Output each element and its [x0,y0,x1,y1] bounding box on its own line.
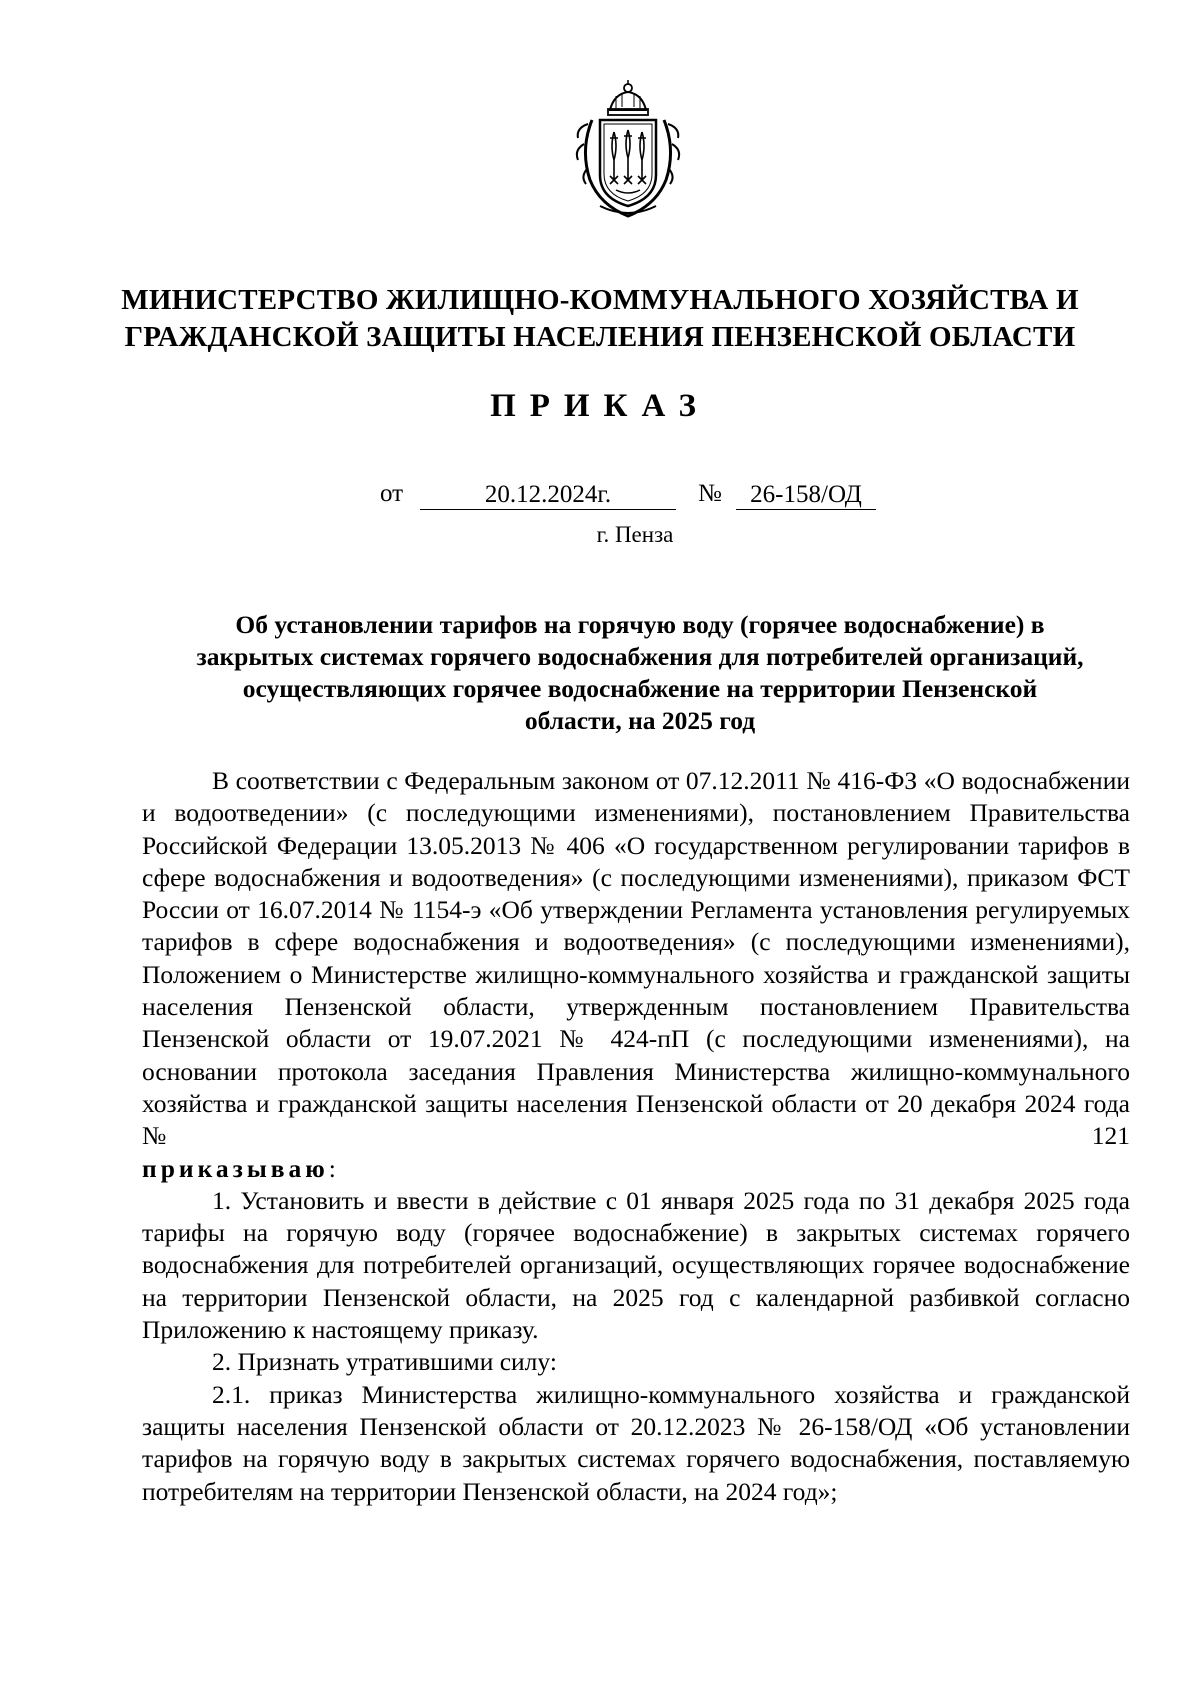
number-label: № [698,480,722,507]
ministry-title-line2: ГРАЖДАНСКОЙ ЗАЩИТЫ НАСЕЛЕНИЯ ПЕНЗЕНСКОЙ ОБЛАСТИ [124,321,1076,353]
preamble-text: В соответствии с Федеральным законом от 07.12.2011 № 416-ФЗ «О водоснабжении и водоотведении» (с последующими изменениями), постановлением Правительства Российской Федерации 13.05.2013 № 406 «О государственном регулировании тарифов в сфере водоснабжения и водоотведения» (с последующими изменениями), приказом ФСТ России от 16.07.2014 № 1154-э «Об утверждении Регламента установления регулируемых тарифов в сфере водоснабжения и водоотведения» (с последующими изменениями), Положением о Министерстве жилищно-коммунального хозяйства и гражданской защиты населения Пензенской области, утвержденным постановлением Правительства Пензенской области от 19.07.2021 № 424-пП (с последующими изменениями), на основании протокола заседания Правления Министерства жилищно-коммунального хозяйства и гражданской защиты населения Пензенской области от 20 декабря 2024 года № 121 [142,766,1130,1151]
from-label: от [380,480,404,507]
order-date: 20.12.2024г. [420,480,676,510]
ministry-title [100,282,1100,356]
item-1: 1. Установить и ввести в действие с 01 января 2025 года по 31 декабря 2025 года тарифы на горячую воду (горячее водоснабжение) в закрытых системах горячего водоснабжения для потребителей организаций, осуществляющих горячее водоснабжение на территории Пензенской области, на 2025 год с календарной разбивкой согласно Приложению к настоящему приказу. [142,1185,1130,1345]
item-2-1: 2.1. приказ Министерства жилищно-коммунального хозяйства и гражданской защиты населения Пензенской области от 20.12.2023 № 26-158/ОД «Об установлении тарифов на горячую воду в закрытых системах горячего водоснабжения, поставляемую потребителям на территории Пензенской области, на 2024 год»; [142,1379,1130,1506]
subject-line3: осуществляющих горячее водоснабжение на территории Пензенской [242,674,1038,703]
subject-line2: закрытых системах горячего водоснабжения для потребителей организаций, [196,642,1084,671]
subject-line1: Об установлении тарифов на горячую воду (горячее водоснабжение) в [235,610,1045,639]
ministry-title-line1: МИНИСТЕРСТВО ЖИЛИЩНО-КОММУНАЛЬНОГО ХОЗЯЙСТВА И [121,284,1079,316]
order-heading: ПРИКАЗ [490,388,710,424]
decree-colon: : [328,1153,336,1183]
order-number: 26-158/ОД [736,480,876,510]
city: г. Пенза [596,522,674,547]
preamble-paragraph [142,765,1130,1153]
order-body [142,765,1130,1508]
coat-of-arms-emblem [570,80,686,218]
decree-line [142,1153,1130,1185]
item-2: 2. Признать утратившими силу: [212,1347,557,1377]
order-subject [150,609,1130,737]
decree-word: приказываю [142,1153,329,1183]
subject-line4: области, на 2025 год [524,706,756,735]
